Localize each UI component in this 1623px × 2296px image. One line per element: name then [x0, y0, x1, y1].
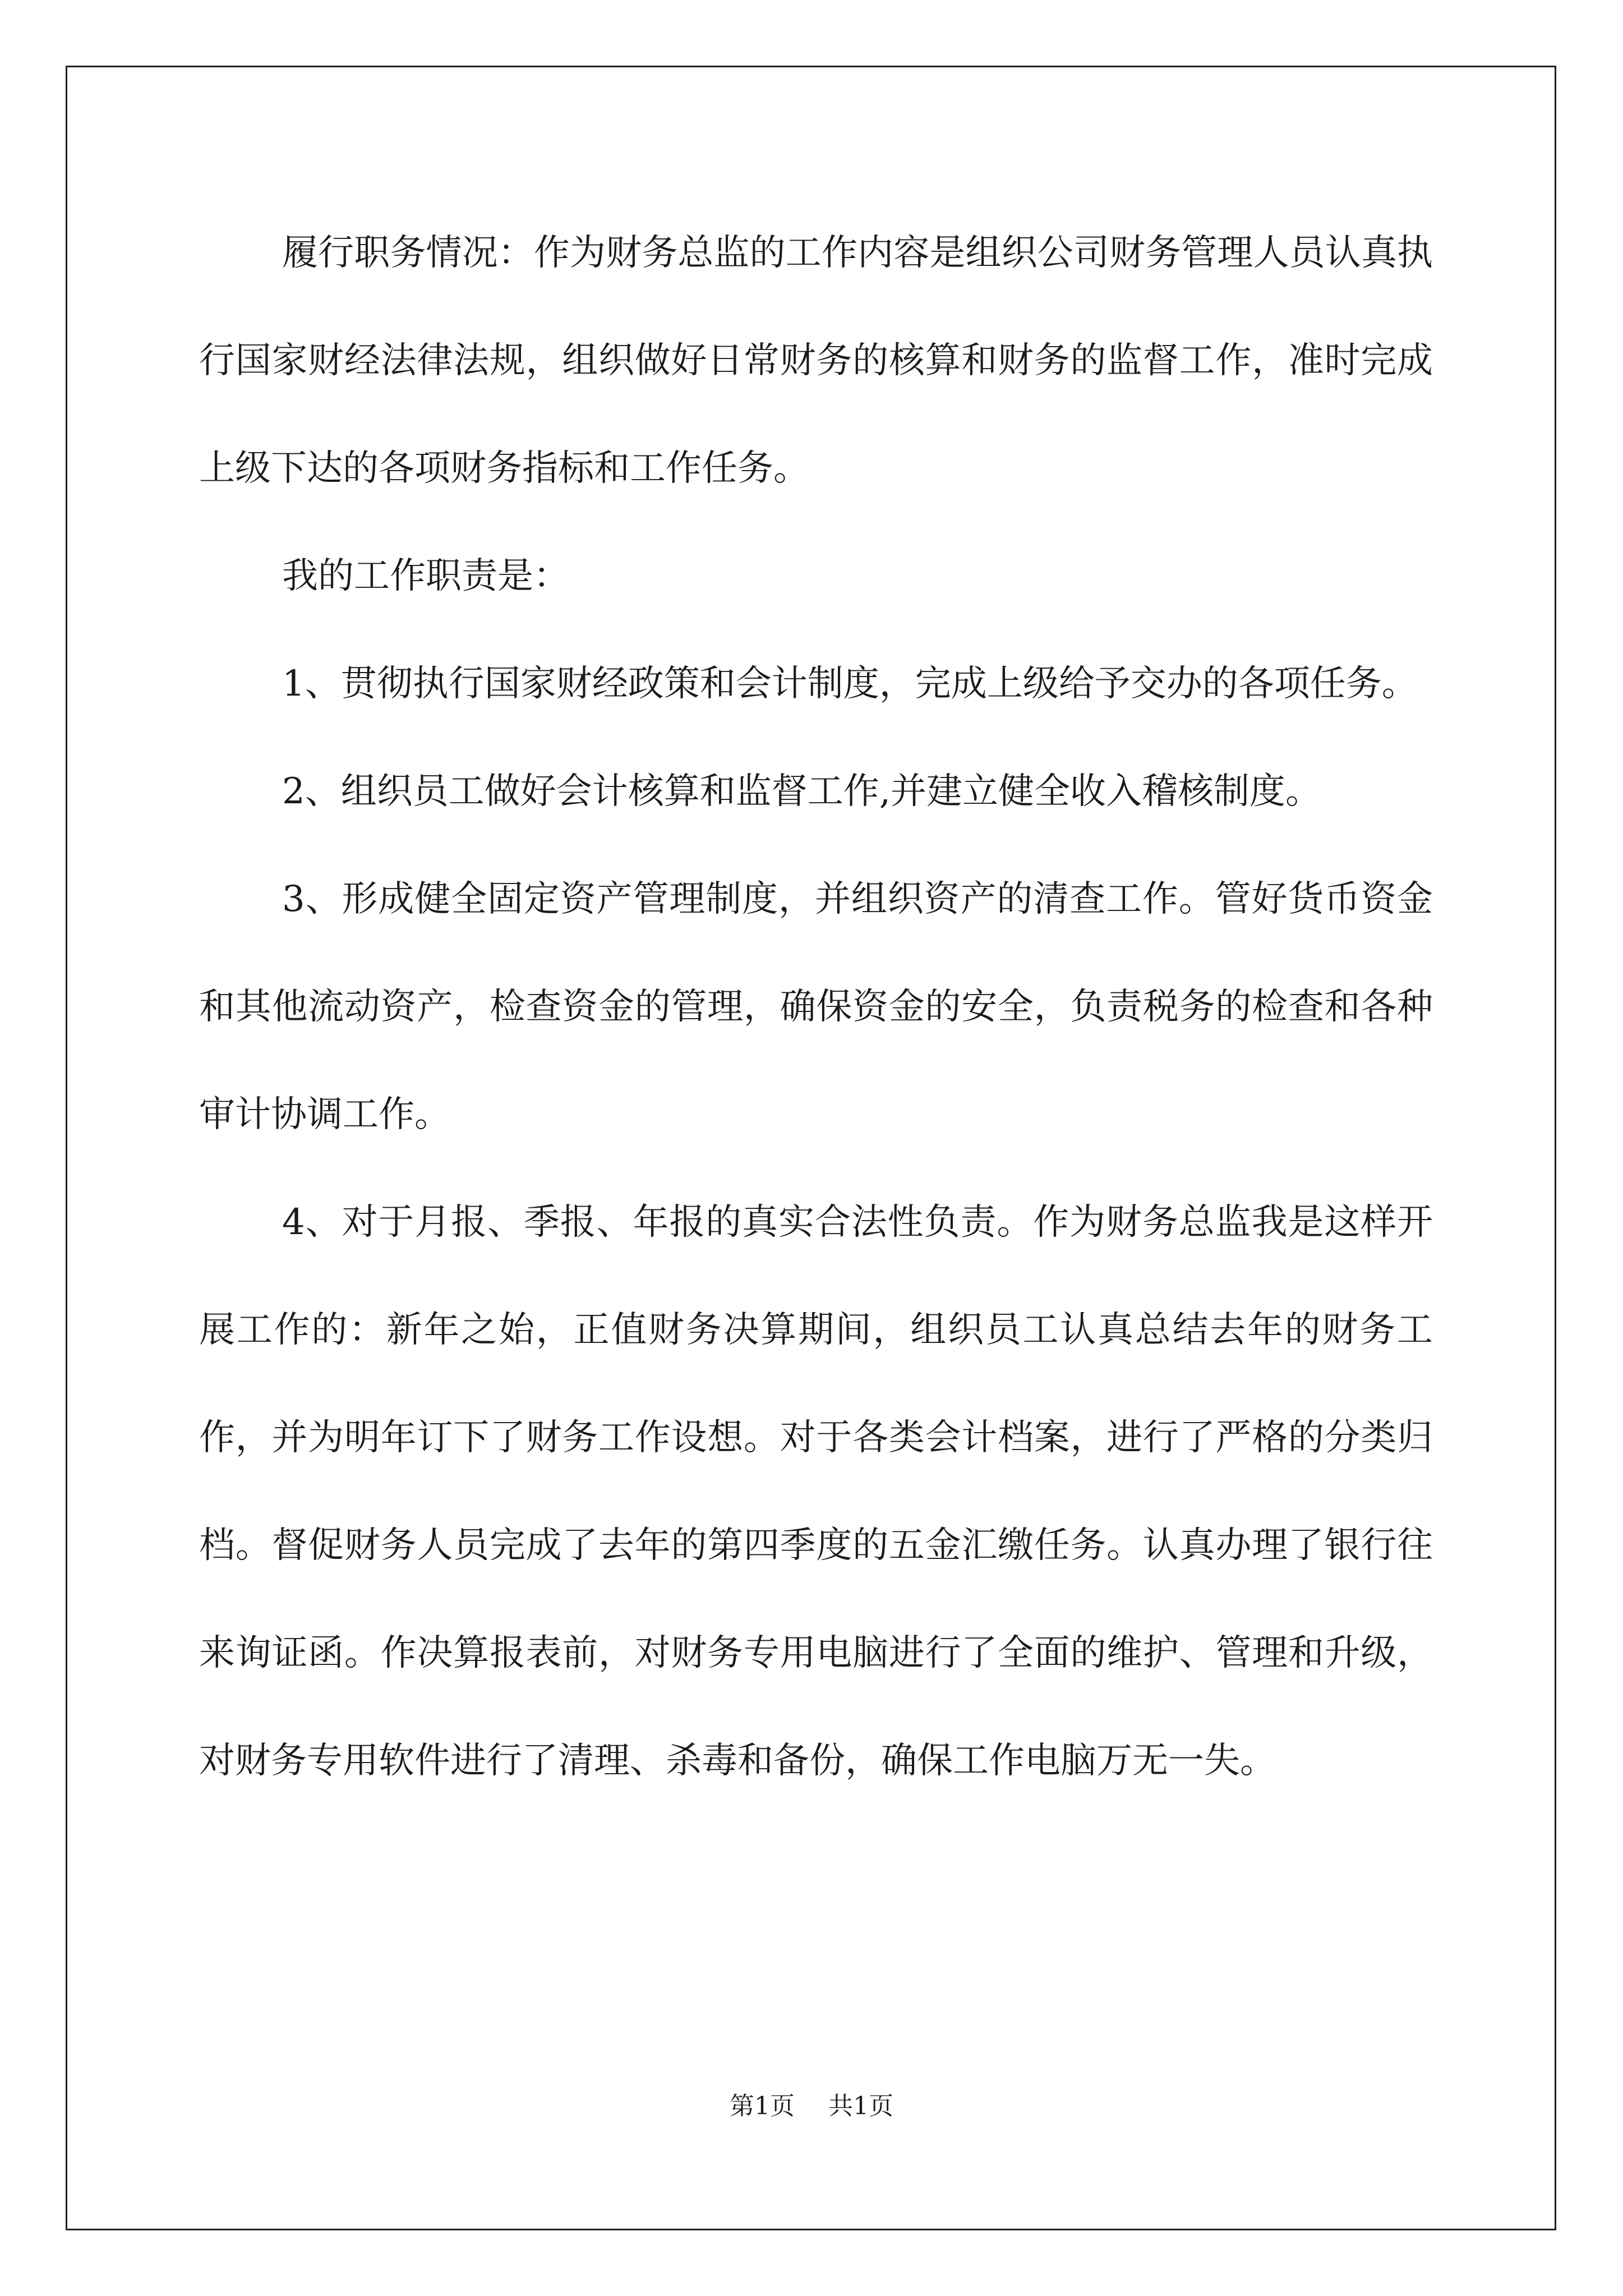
document-body	[199, 199, 1433, 1815]
paragraph-responsibilities-heading: 我的工作职责是：	[282, 555, 569, 597]
page-footer	[0, 2086, 1623, 2122]
paragraph-item-4: 4、对于月报、季报、年报的真实合法性负责。作为财务总监我是这样开展工作的：新年之始，正值财务决算期间，组织员工认真总结去年的财务工作，并为明年订下了财务工作设想。对于各类会计档案，进行了严格的分类归档。督促财务人员完成了去年的第四季度的五金汇缴任务。认真办理了银行往来询证函。作决算报表前，对财务专用电脑进行了全面的维护、管理和升级，对财务专用软件进行了清理、杀毒和备份，确保工作电脑万无一失。	[199, 1202, 1433, 1782]
page-number-current: 第1页	[730, 2092, 795, 2120]
paragraph-item-3: 3、形成健全固定资产管理制度，并组织资产的清查工作。管好货币资金和其他流动资产，检查资金的管理，确保资金的安全，负责税务的检查和各种审计协调工作。	[199, 878, 1433, 1135]
page-number-total: 共1页	[828, 2092, 893, 2120]
paragraph-item-1: 1、贯彻执行国家财经政策和会计制度，完成上级给予交办的各项任务。	[282, 663, 1418, 705]
paragraph-item-2: 2、组织员工做好会计核算和监督工作,并建立健全收入稽核制度。	[282, 771, 1322, 812]
paragraph-duties-overview: 履行职务情况：作为财务总监的工作内容是组织公司财务管理人员认真执行国家财经法律法规，组织做好日常财务的核算和财务的监督工作，准时完成上级下达的各项财务指标和工作任务。	[199, 232, 1433, 489]
